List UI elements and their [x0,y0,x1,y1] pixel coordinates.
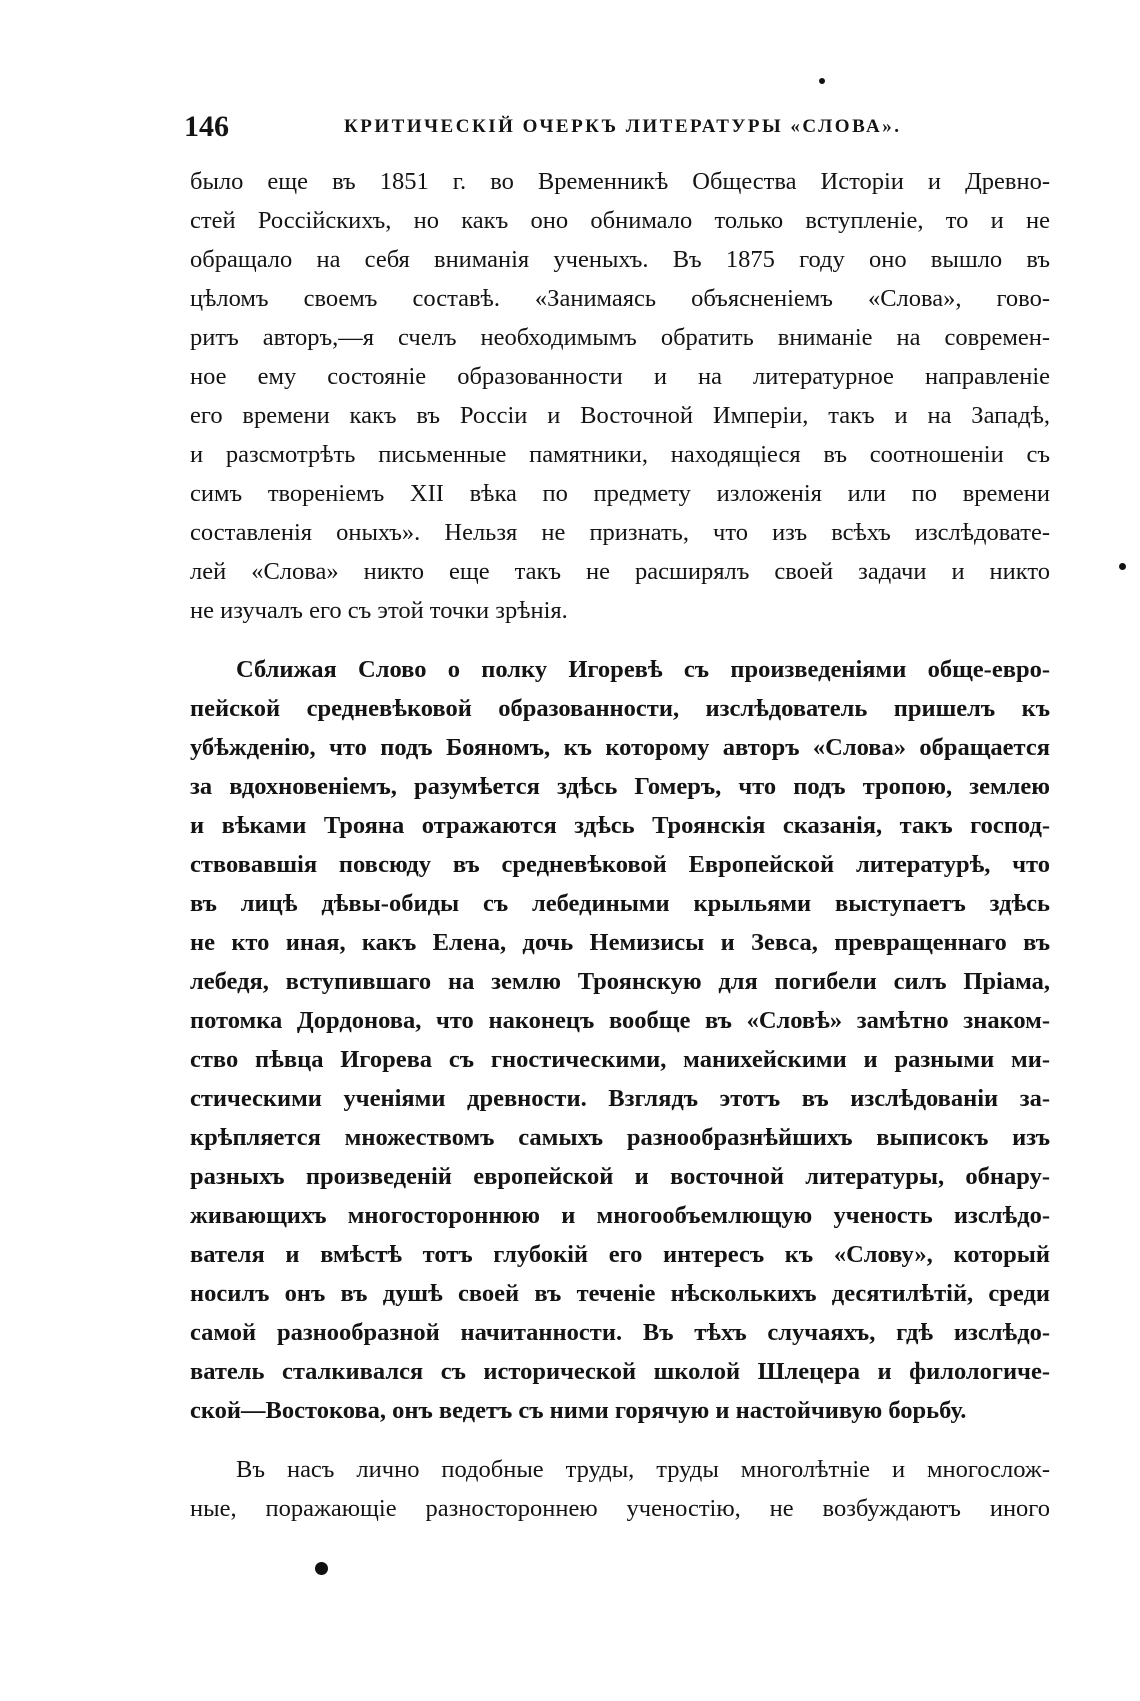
text-line: Въ насъ лично подобные труды, труды многолѣтніе и многослож- [236,1456,1050,1483]
text-line: пейской средневѣковой образованности, изслѣдователь пришелъ къ [190,695,1050,722]
text-line: ные, поражающіе разностороннею ученостію, не возбуждаютъ иного [190,1495,1050,1522]
text-line: не изучалъ его съ этой точки зрѣнія. [190,597,568,624]
text-line: стей Россійскихъ, но какъ оно обнимало только вступленіе, то и не [190,207,1050,234]
paragraph-2 [190,650,1050,1430]
text-line: самой разнообразной начитанности. Въ тѣхъ случаяхъ, гдѣ изслѣдо- [190,1319,1050,1346]
paragraph-1 [190,162,1050,630]
text-line: и разсмотрѣть письменные памятники, находящіеся въ соотношеніи съ [190,441,1050,468]
text-line: ватель сталкивался съ исторической школой Шлецера и филологиче- [190,1358,1050,1385]
text-line: его времени какъ въ Россіи и Восточной Имперіи, такъ и на Западѣ, [190,402,1050,429]
text-line: лебедя, вступившаго на землю Троянскую для погибели силъ Пріама, [190,968,1050,995]
page-header [184,110,1050,150]
text-line: въ лицѣ дѣвы-обиды съ лебедиными крыльями выступаетъ здѣсь [190,890,1050,917]
text-line: ное ему состояніе образованности и на литературное направленіе [190,363,1050,390]
text-line: убѣжденію, что подъ Бояномъ, къ которому авторъ «Слова» обращается [190,734,1050,761]
text-line: потомка Дордонова, что наконецъ вообще въ «Словѣ» замѣтно знаком- [190,1007,1050,1034]
text-line: крѣпляется множествомъ самыхъ разнообразнѣйшихъ выписокъ изъ [190,1124,1050,1151]
text-line: носилъ онъ въ душѣ своей въ теченіе нѣсколькихъ десятилѣтій, среди [190,1280,1050,1307]
text-line: обращало на себя вниманія ученыхъ. Въ 1875 году оно вышло въ [190,246,1050,273]
ink-speck [1119,563,1126,570]
text-line: живающихъ многостороннюю и многообъемлющую ученость изслѣдо- [190,1202,1050,1229]
text-line: и вѣками Трояна отражаются здѣсь Троянскія сказанія, такъ господ- [190,812,1050,839]
text-line: не кто иная, какъ Елена, дочь Немизисы и Зевса, превращеннаго въ [190,929,1050,956]
body-text [190,162,1050,1528]
running-title: КРИТИЧЕСКІЙ ОЧЕРКЪ ЛИТЕРАТУРЫ «СЛОВА». [344,116,902,137]
ink-speck [315,1562,328,1575]
text-line: за вдохновеніемъ, разумѣется здѣсь Гомеръ, что подъ тропою, землею [190,773,1050,800]
text-line: вателя и вмѣстѣ тотъ глубокій его интересъ къ «Слову», который [190,1241,1050,1268]
page-number: 146 [184,110,229,143]
text-line: ской—Востокова, онъ ведетъ съ ними горячую и настойчивую борьбу. [190,1397,967,1424]
text-line: цѣломъ своемъ составѣ. «Занимаясь объясненіемъ «Слова», гово- [190,285,1050,312]
paragraph-3 [190,1450,1050,1528]
text-line: лей «Слова» никто еще такъ не расширялъ своей задачи и никто [190,558,1050,585]
text-line: было еще въ 1851 г. во Временникѣ Общества Исторіи и Древно- [190,168,1050,195]
text-line: ритъ авторъ,—я счелъ необходимымъ обратить вниманіе на современ- [190,324,1050,351]
text-line: стическими ученіями древности. Взглядъ этотъ въ изслѣдованіи за- [190,1085,1050,1112]
text-line: симъ твореніемъ XII вѣка по предмету изложенія или по времени [190,480,1050,507]
text-line: ствовавшія повсюду въ средневѣковой Европейской литературѣ, что [190,851,1050,878]
text-line: ство пѣвца Игорева съ гностическими, манихейскими и разными ми- [190,1046,1050,1073]
text-line: разныхъ произведеній европейской и восточной литературы, обнару- [190,1163,1050,1190]
text-line: составленія оныхъ». Нельзя не признать, что изъ всѣхъ изслѣдовате- [190,519,1050,546]
ink-speck [819,78,825,84]
text-line: Сближая Слово о полку Игоревѣ съ произведеніями обще-евро- [236,656,1050,683]
